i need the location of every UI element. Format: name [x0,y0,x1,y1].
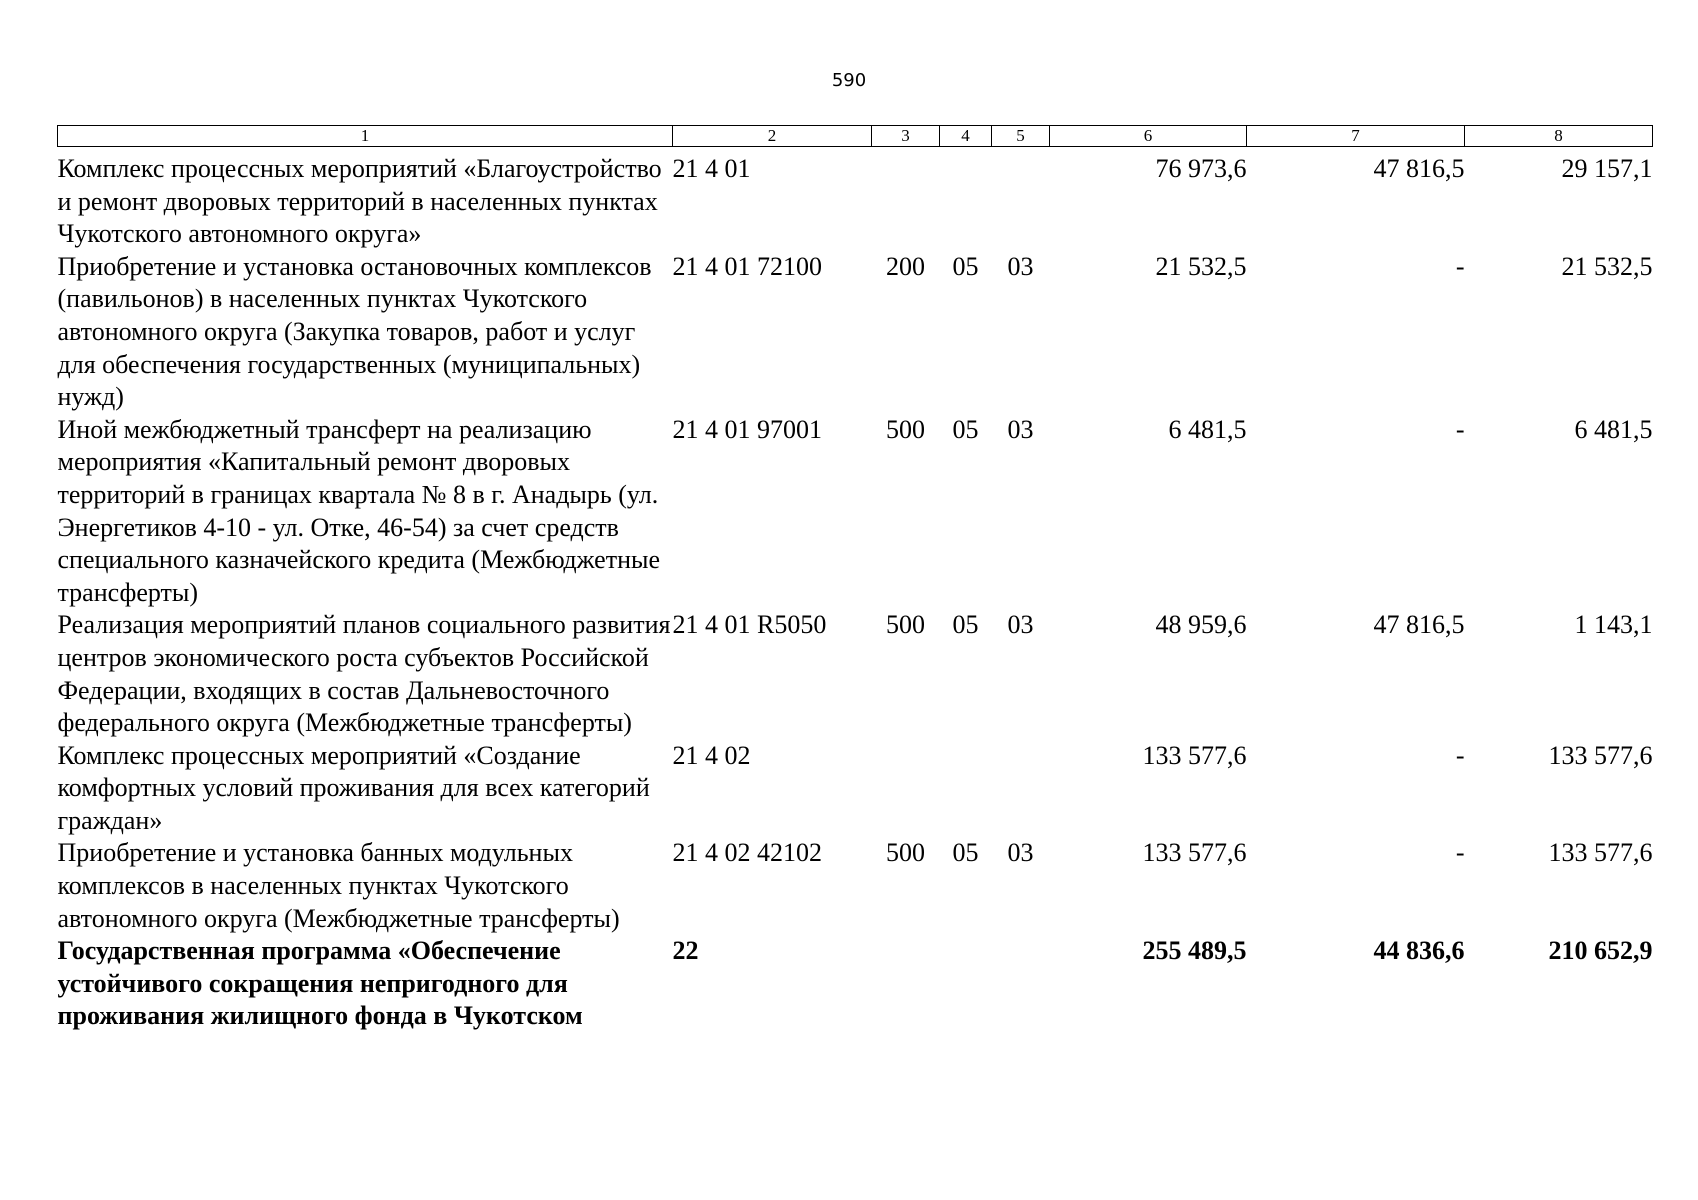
table-row [58,740,1653,838]
column-header-2: 2 [673,126,872,147]
column-header-1: 1 [58,126,673,147]
row-col8: 133 577,6 [1548,838,1653,868]
row-col3: 500 [886,838,925,868]
row-code: 21 4 01 97001 [672,414,822,444]
row-col7: 44 836,6 [1373,936,1465,966]
row-col7: - [1455,740,1465,770]
row-col8: 6 481,5 [1574,414,1653,444]
row-col8: 133 577,6 [1548,740,1653,770]
row-col5: 03 [1007,610,1034,640]
row-col4 [940,147,992,251]
row-name: Реализация мероприятий планов социального развития центров экономического роста субъектов Российской Федерации, входящих в состав Дальневосточного федерального округа (Межбюджетные трансферты) [57,610,671,738]
row-col5 [992,147,1050,251]
row-total: 76 973,6 [1155,154,1247,183]
row-col7: 47 816,5 [1373,610,1465,640]
row-col5 [992,740,1050,838]
row-col3 [872,147,940,251]
row-col5 [992,935,1050,1033]
row-total: 133 577,6 [1142,838,1247,868]
row-col5: 03 [1007,414,1034,444]
page-number: 590 [831,70,867,91]
row-name: Приобретение и установка остановочных комплексов (павильонов) в населенных пунктах Чукотского автономного округа (Закупка товаров, работ и услуг для обеспечения государственных (муниципальных) нужд) [57,251,652,412]
table-row [58,609,1653,739]
column-header-5: 5 [992,126,1050,147]
row-total: 255 489,5 [1142,936,1247,966]
row-col4: 05 [952,838,979,868]
row-col8: 210 652,9 [1548,936,1653,966]
row-total: 48 959,6 [1155,610,1247,640]
row-col4: 05 [952,414,979,444]
budget-table [57,125,1653,1033]
row-code: 21 4 01 R5050 [672,610,827,640]
row-col7: 47 816,5 [1373,154,1465,183]
row-col8: 1 143,1 [1574,610,1653,640]
row-col3 [872,740,940,838]
row-col3: 200 [886,251,925,281]
table-row-program [58,935,1653,1033]
row-col4: 05 [952,610,979,640]
row-name: Иной межбюджетный трансферт на реализацию мероприятия «Капитальный ремонт дворовых территорий в границах квартала № 8 в г. Анадырь (ул. Энергетиков 4-10 - ул. Отке, 46-54) за счет средств специального казначейского кредита (Межбюджетные трансферты) [57,414,661,607]
column-header-8: 8 [1465,126,1653,147]
row-col7: - [1455,838,1465,868]
table-row [58,251,1653,414]
row-col5: 03 [1007,251,1034,281]
row-total: 133 577,6 [1142,740,1247,770]
table-row [58,147,1653,251]
column-number-header [58,126,1653,147]
row-code: 21 4 01 72100 [672,251,822,281]
row-col7: - [1455,414,1465,444]
column-header-6: 6 [1050,126,1247,147]
row-col3: 500 [886,610,925,640]
row-col8: 29 157,1 [1561,154,1653,183]
row-name: Комплекс процессных мероприятий «Создание комфортных условий проживания для всех категорий граждан» [57,740,650,835]
row-total: 6 481,5 [1168,414,1247,444]
row-col3: 500 [886,414,925,444]
row-col7: - [1455,251,1465,281]
row-name: Приобретение и установка банных модульных комплексов в населенных пунктах Чукотского автономного округа (Межбюджетные трансферты) [57,838,620,933]
column-header-3: 3 [872,126,940,147]
row-code: 21 4 02 [672,740,751,770]
row-code: 21 4 01 [672,154,751,183]
column-header-7: 7 [1247,126,1465,147]
row-code: 22 [672,936,699,966]
row-col4: 05 [952,251,979,281]
table-row [58,837,1653,935]
row-name: Комплекс процессных мероприятий «Благоустройство и ремонт дворовых территорий в населенных пунктах Чукотского автономного округа» [57,154,662,249]
row-col8: 21 532,5 [1561,251,1653,281]
row-col3 [872,935,940,1033]
row-col5: 03 [1007,838,1034,868]
table-row [58,414,1653,610]
row-col4 [940,740,992,838]
column-header-4: 4 [940,126,992,147]
row-name: Государственная программа «Обеспечение устойчивого сокращения непригодного для проживания жилищного фонда в Чукотском [57,936,583,1031]
row-col4 [940,935,992,1033]
row-total: 21 532,5 [1155,251,1247,281]
row-code: 21 4 02 42102 [672,838,822,868]
